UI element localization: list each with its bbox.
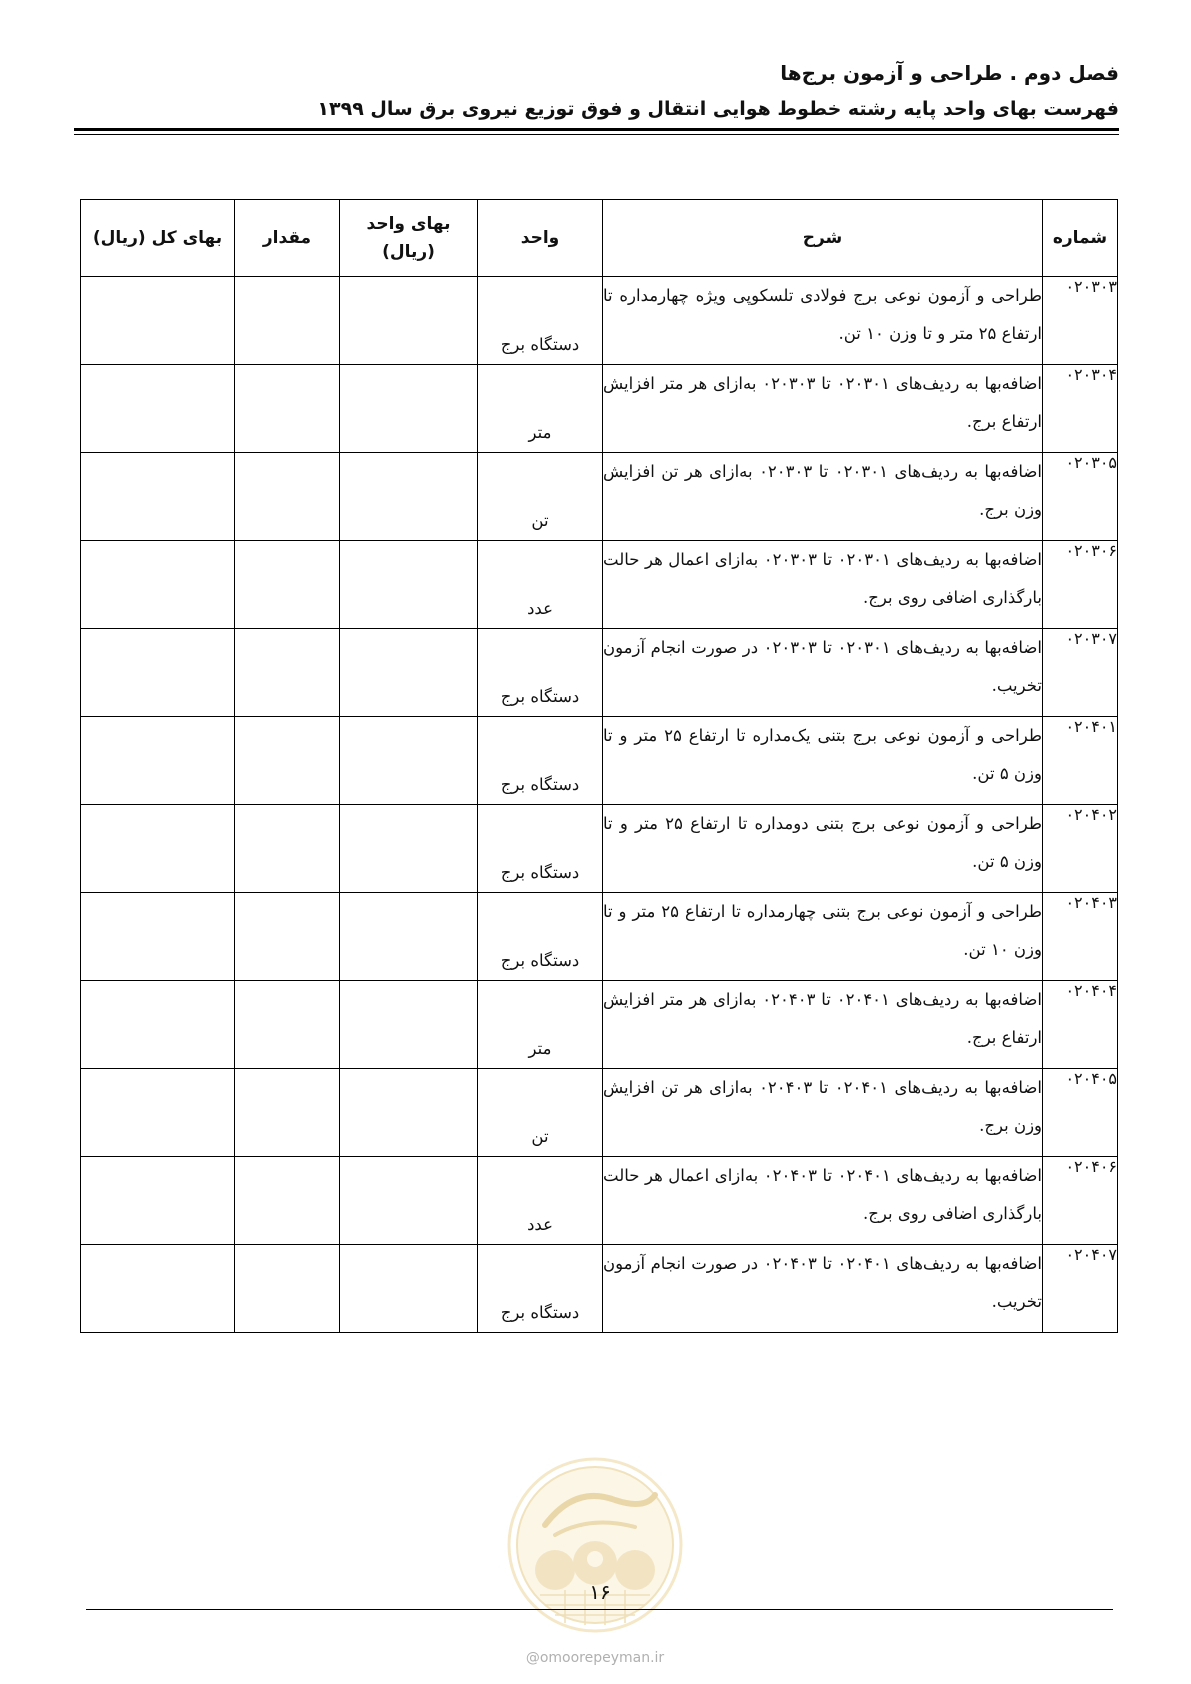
row-quantity-cell [235, 453, 340, 541]
row-description: طراحی و آزمون نوعی برج بتنی یک‌مداره تا ارتفاع ۲۵ متر و تا وزن ۵ تن. [603, 717, 1043, 805]
row-quantity-cell [235, 541, 340, 629]
row-unit: دستگاه برج [478, 805, 603, 893]
row-code: ۰۲۰۴۰۲ [1043, 805, 1118, 893]
row-unit: تن [478, 453, 603, 541]
price-list-table [80, 199, 1118, 1333]
row-code: ۰۲۰۳۰۶ [1043, 541, 1118, 629]
table-row [81, 365, 1118, 453]
website-watermark: @omoorepeyman.ir [525, 1650, 665, 1666]
document-title: فهرست بهای واحد پایه رشته خطوط هوایی انتقال و فوق توزیع نیروی برق سال ۱۳۹۹ [317, 98, 1119, 120]
row-quantity-cell [235, 365, 340, 453]
row-unit: متر [478, 981, 603, 1069]
row-unit-price-cell [340, 453, 478, 541]
row-description: اضافه‌بها به ردیف‌های ۰۲۰۴۰۱ تا ۰۲۰۴۰۳ به‌ازای هر متر افزایش ارتفاع برج. [603, 981, 1043, 1069]
row-total-cell [81, 1245, 235, 1333]
table-row [81, 893, 1118, 981]
row-quantity-cell [235, 277, 340, 365]
table-row [81, 1069, 1118, 1157]
table-row [81, 1245, 1118, 1333]
row-code: ۰۲۰۳۰۷ [1043, 629, 1118, 717]
header-unit-price-currency: (ریال) [382, 242, 435, 262]
row-unit: دستگاه برج [478, 629, 603, 717]
row-unit-price-cell [340, 717, 478, 805]
row-code: ۰۲۰۴۰۱ [1043, 717, 1118, 805]
row-total-cell [81, 1069, 235, 1157]
table-row [81, 541, 1118, 629]
header-total-price: بهای کل (ریال) [81, 200, 235, 277]
table-row [81, 717, 1118, 805]
page-number: ۱۶ [589, 1580, 611, 1604]
row-quantity-cell [235, 1245, 340, 1333]
row-description: اضافه‌بها به ردیف‌های ۰۲۰۴۰۱ تا ۰۲۰۴۰۳ به‌ازای اعمال هر حالت بارگذاری اضافی روی برج. [603, 1157, 1043, 1245]
row-unit: دستگاه برج [478, 1245, 603, 1333]
row-unit: عدد [478, 1157, 603, 1245]
row-unit: دستگاه برج [478, 893, 603, 981]
row-code: ۰۲۰۴۰۴ [1043, 981, 1118, 1069]
row-description: طراحی و آزمون نوعی برج بتنی دومداره تا ارتفاع ۲۵ متر و تا وزن ۵ تن. [603, 805, 1043, 893]
row-description: طراحی و آزمون نوعی برج فولادی تلسکوپی ویژه چهارمداره تا ارتفاع ۲۵ متر و تا وزن ۱۰ تن. [603, 277, 1043, 365]
row-code: ۰۲۰۳۰۳ [1043, 277, 1118, 365]
table-row [81, 981, 1118, 1069]
row-unit-price-cell [340, 1157, 478, 1245]
row-code: ۰۲۰۳۰۴ [1043, 365, 1118, 453]
row-unit: تن [478, 1069, 603, 1157]
row-description: اضافه‌بها به ردیف‌های ۰۲۰۳۰۱ تا ۰۲۰۳۰۳ به‌ازای هر متر افزایش ارتفاع برج. [603, 365, 1043, 453]
row-unit-price-cell [340, 893, 478, 981]
row-total-cell [81, 541, 235, 629]
row-total-cell [81, 893, 235, 981]
table-row [81, 277, 1118, 365]
table-row [81, 629, 1118, 717]
chapter-title: فصل دوم . طراحی و آزمون برج‌ها [780, 61, 1119, 85]
row-unit-price-cell [340, 629, 478, 717]
footer-rule [86, 1609, 1113, 1610]
row-total-cell [81, 805, 235, 893]
row-unit-price-cell [340, 1245, 478, 1333]
row-description: اضافه‌بها به ردیف‌های ۰۲۰۴۰۱ تا ۰۲۰۴۰۳ به‌ازای هر تن افزایش وزن برج. [603, 1069, 1043, 1157]
row-unit-price-cell [340, 981, 478, 1069]
row-code: ۰۲۰۴۰۵ [1043, 1069, 1118, 1157]
row-total-cell [81, 277, 235, 365]
header-code: شماره [1043, 200, 1118, 277]
row-unit: دستگاه برج [478, 277, 603, 365]
row-unit-price-cell [340, 541, 478, 629]
row-quantity-cell [235, 629, 340, 717]
row-code: ۰۲۰۳۰۵ [1043, 453, 1118, 541]
header-unit-price [340, 200, 478, 277]
table-row [81, 1157, 1118, 1245]
row-code: ۰۲۰۴۰۶ [1043, 1157, 1118, 1245]
row-description: اضافه‌بها به ردیف‌های ۰۲۰۳۰۱ تا ۰۲۰۳۰۳ به‌ازای اعمال هر حالت بارگذاری اضافی روی برج. [603, 541, 1043, 629]
row-unit: دستگاه برج [478, 717, 603, 805]
row-total-cell [81, 1157, 235, 1245]
header-unit-price-label: بهای واحد [366, 214, 451, 234]
row-total-cell [81, 365, 235, 453]
row-description: طراحی و آزمون نوعی برج بتنی چهارمداره تا ارتفاع ۲۵ متر و تا وزن ۱۰ تن. [603, 893, 1043, 981]
row-total-cell [81, 629, 235, 717]
row-quantity-cell [235, 1069, 340, 1157]
row-unit-price-cell [340, 805, 478, 893]
row-description: اضافه‌بها به ردیف‌های ۰۲۰۳۰۱ تا ۰۲۰۳۰۳ در صورت انجام آزمون تخریب. [603, 629, 1043, 717]
row-quantity-cell [235, 717, 340, 805]
row-total-cell [81, 717, 235, 805]
header-unit: واحد [478, 200, 603, 277]
row-quantity-cell [235, 893, 340, 981]
row-total-cell [81, 981, 235, 1069]
header-quantity: مقدار [235, 200, 340, 277]
table-row [81, 453, 1118, 541]
table-row [81, 805, 1118, 893]
header-rule-thin [74, 134, 1119, 135]
row-quantity-cell [235, 1157, 340, 1245]
row-unit-price-cell [340, 1069, 478, 1157]
row-unit: متر [478, 365, 603, 453]
omoore-peyman-logo-icon [505, 1455, 685, 1635]
row-unit-price-cell [340, 277, 478, 365]
header-rule-thick [74, 128, 1119, 131]
row-code: ۰۲۰۴۰۷ [1043, 1245, 1118, 1333]
row-description: اضافه‌بها به ردیف‌های ۰۲۰۳۰۱ تا ۰۲۰۳۰۳ به‌ازای هر تن افزایش وزن برج. [603, 453, 1043, 541]
row-description: اضافه‌بها به ردیف‌های ۰۲۰۴۰۱ تا ۰۲۰۴۰۳ در صورت انجام آزمون تخریب. [603, 1245, 1043, 1333]
row-unit: عدد [478, 541, 603, 629]
row-quantity-cell [235, 981, 340, 1069]
row-quantity-cell [235, 805, 340, 893]
row-unit-price-cell [340, 365, 478, 453]
row-total-cell [81, 453, 235, 541]
table-header-row [81, 200, 1118, 277]
row-code: ۰۲۰۴۰۳ [1043, 893, 1118, 981]
page-header [69, 58, 1119, 124]
header-description: شرح [603, 200, 1043, 277]
